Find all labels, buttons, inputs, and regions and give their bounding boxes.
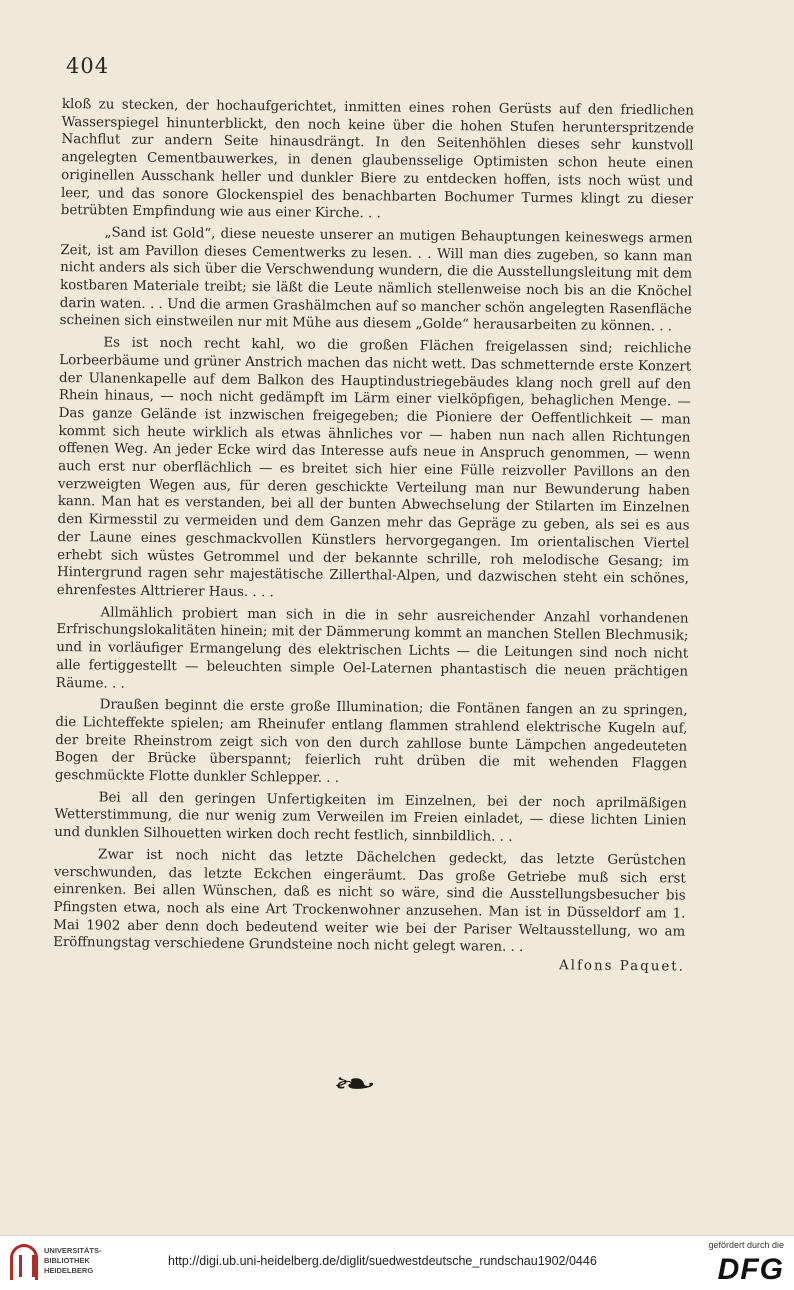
paragraph: „Sand ist Gold“, diese neueste unserer an mutigen Behauptungen keineswegs armen Zeit, ist am Pavillon dieses Cementwerks zu lesen. . . Will man dies zugeben, so kann man nicht anders als sich über die Verschwendung wundern, die die Ausstellungsleitung mit dem kostbaren Materiale treibt; sie läßt die Leute nämlich stellenweise noch bis an die Knöchel darin waten. . . Und die armen Grashälmchen auf so mancher schön angelegten Rasenfläche scheinen sich einstweilen nur mit Mühe aus diesem „Golde“ herausarbeiten zu können. . . bbox=[59, 225, 693, 335]
paragraph: Es ist noch recht kahl, wo die großen Flächen freigelassen sind; reichliche Lorbeerbäume und grüner Anstrich machen das nicht wett. Das schmetternde erste Konzert der Ulanenkapelle auf dem Balkon des Hauptindustriegebäudes klang noch grell auf den Rhein hinaus, — noch nicht gedämpft im Lärm einer vielköpfigen, behaglichen Menge. — Das ganze Gelände ist inzwischen freigegeben; die Pioniere der Oeffentlichkeit — man kommt sich heute wirklich als etwas ähnliches vor — haben nun nach allen Richtungen offenen Weg. An jeder Ecke wird das Interesse aufs neue in Anspruch genommen, — wenn auch erst nur oberflächlich — es breitet sich hier eine Fülle reizvoller Pavillons an den verzweigten Wegen aus, für deren geschickte Verteilung man nur Bewunderung haben kann. Man hat es verstanden, bei all der bunten Abwechselung der Stilarten im Einzelnen den Kirmesstil zu vermeiden und dem Ganzen mehr das Gepräge zu geben, als sei es aus der Laune eines geschmackvollen Künstlers hervorgegangen. Im orientalischen Viertel erhebt sich wüstes Getrommel und der bekannte schrille, roh melodische Gesang; im Hintergrund ragen sehr majestätische Zillerthal-Alpen, und dazwischen steht ein schönes, ehrenfestes Alttrierer Haus. . . . bbox=[56, 335, 692, 601]
paragraph-final-text: Zwar ist noch nicht das letzte Dächelchen gedeckt, das letzte Gerüstchen verschwunden, das letzte Eckchen eingeräumt. Das große Getriebe muß sich erst einrenken. Bei allen Wünschen, daß es nicht so wäre, sind die Ausstellungsbesucher bis Pfingsten etwa, noch als eine Art Trockenwohner anzusehen. Man ist in Düsseldorf am 1. Mai 1902 aber denn doch bedeutend weiter wie bei der Pariser Weltausstellung, wo am Eröffnungstag verschiedene Grundsteine noch nicht gelegt waren. . . bbox=[53, 847, 687, 956]
dfg-logo[interactable]: DFG bbox=[717, 1253, 784, 1286]
paragraph: Draußen beginnt die erste große Illumination; die Fontänen fangen an zu springen, die Lichteffekte spielen; am Rheinufer entlang flammen strahlend elektrische Kugeln auf, der breite Rheinstrom zeigt sich von den durch zahllose bunte Lämpchen angedeuteten Bogen der Brücke überspannt; feierlich ruht drüben die mit wehenden Flaggen geschmückte Flotte dunkler Schlepper. . . bbox=[54, 697, 688, 786]
viewer-footer bbox=[0, 1235, 794, 1290]
university-library-icon bbox=[10, 1244, 38, 1280]
paragraph: kloß zu stecken, der hochaufgerichtet, inmitten eines rohen Gerüsts auf den friedlichen Wasserspiegel hinunterblickt, den noch keine über die hohen Stufen herunterspritzende Nachflut zur andern Seite hinausdrängt. In den Seitenhöhlen dieses sehr kunstvoll angelegten Cementbauwerkes, in denen glaubensselige Optimisten schon heute einen originellen Ausschank heller und dunkler Biere zu entdecken hoffen, ists noch wüst und leer, und das sonore Glockenspiel des benachbarten Bochumer Turmes klingt zu dieser betrübten Empfindung wie aus einer Kirche. . . bbox=[60, 96, 694, 222]
end-ornament-icon: ❧ bbox=[331, 1067, 378, 1102]
library-logo[interactable] bbox=[10, 1244, 106, 1284]
sponsor-label: gefördert durch die bbox=[708, 1240, 784, 1250]
author-signature: Alfons Paquet. bbox=[558, 958, 685, 975]
library-logo-text: UNIVERSITÄTS-BIBLIOTHEK HEIDELBERG bbox=[44, 1246, 102, 1275]
article-body bbox=[53, 96, 694, 976]
paragraph: Bei all den geringen Unfertigkeiten im Einzelnen, bei der noch aprilmäßigen Wetterstimmung, die nur wenig zum Verweilen im Freien einladet, — diese lichten Linien und dunklen Silhouetten wirken doch recht festlich, sinnbildlich. . . bbox=[54, 790, 687, 845]
paragraph-with-signature bbox=[53, 846, 687, 975]
paragraph: Allmählich probiert man sich in die in sehr ausreichender Anzahl vorhandenen Erfrischungslokalitäten hinein; mit der Dämmerung kommt an manchen Stellen Blechmusik; und in vorläufiger Ermangelung des elektrischen Lichts — die Leitungen sind noch nicht alle fertiggestellt — beleuchten simple Oel-Laternen phantastisch die neuen prächtigen Räume. . . bbox=[55, 605, 689, 692]
permalink-url[interactable]: http://digi.ub.uni-heidelberg.de/diglit/suedwestdeutsche_rundschau1902/0446 bbox=[168, 1254, 597, 1268]
page-number: 404 bbox=[66, 54, 110, 78]
